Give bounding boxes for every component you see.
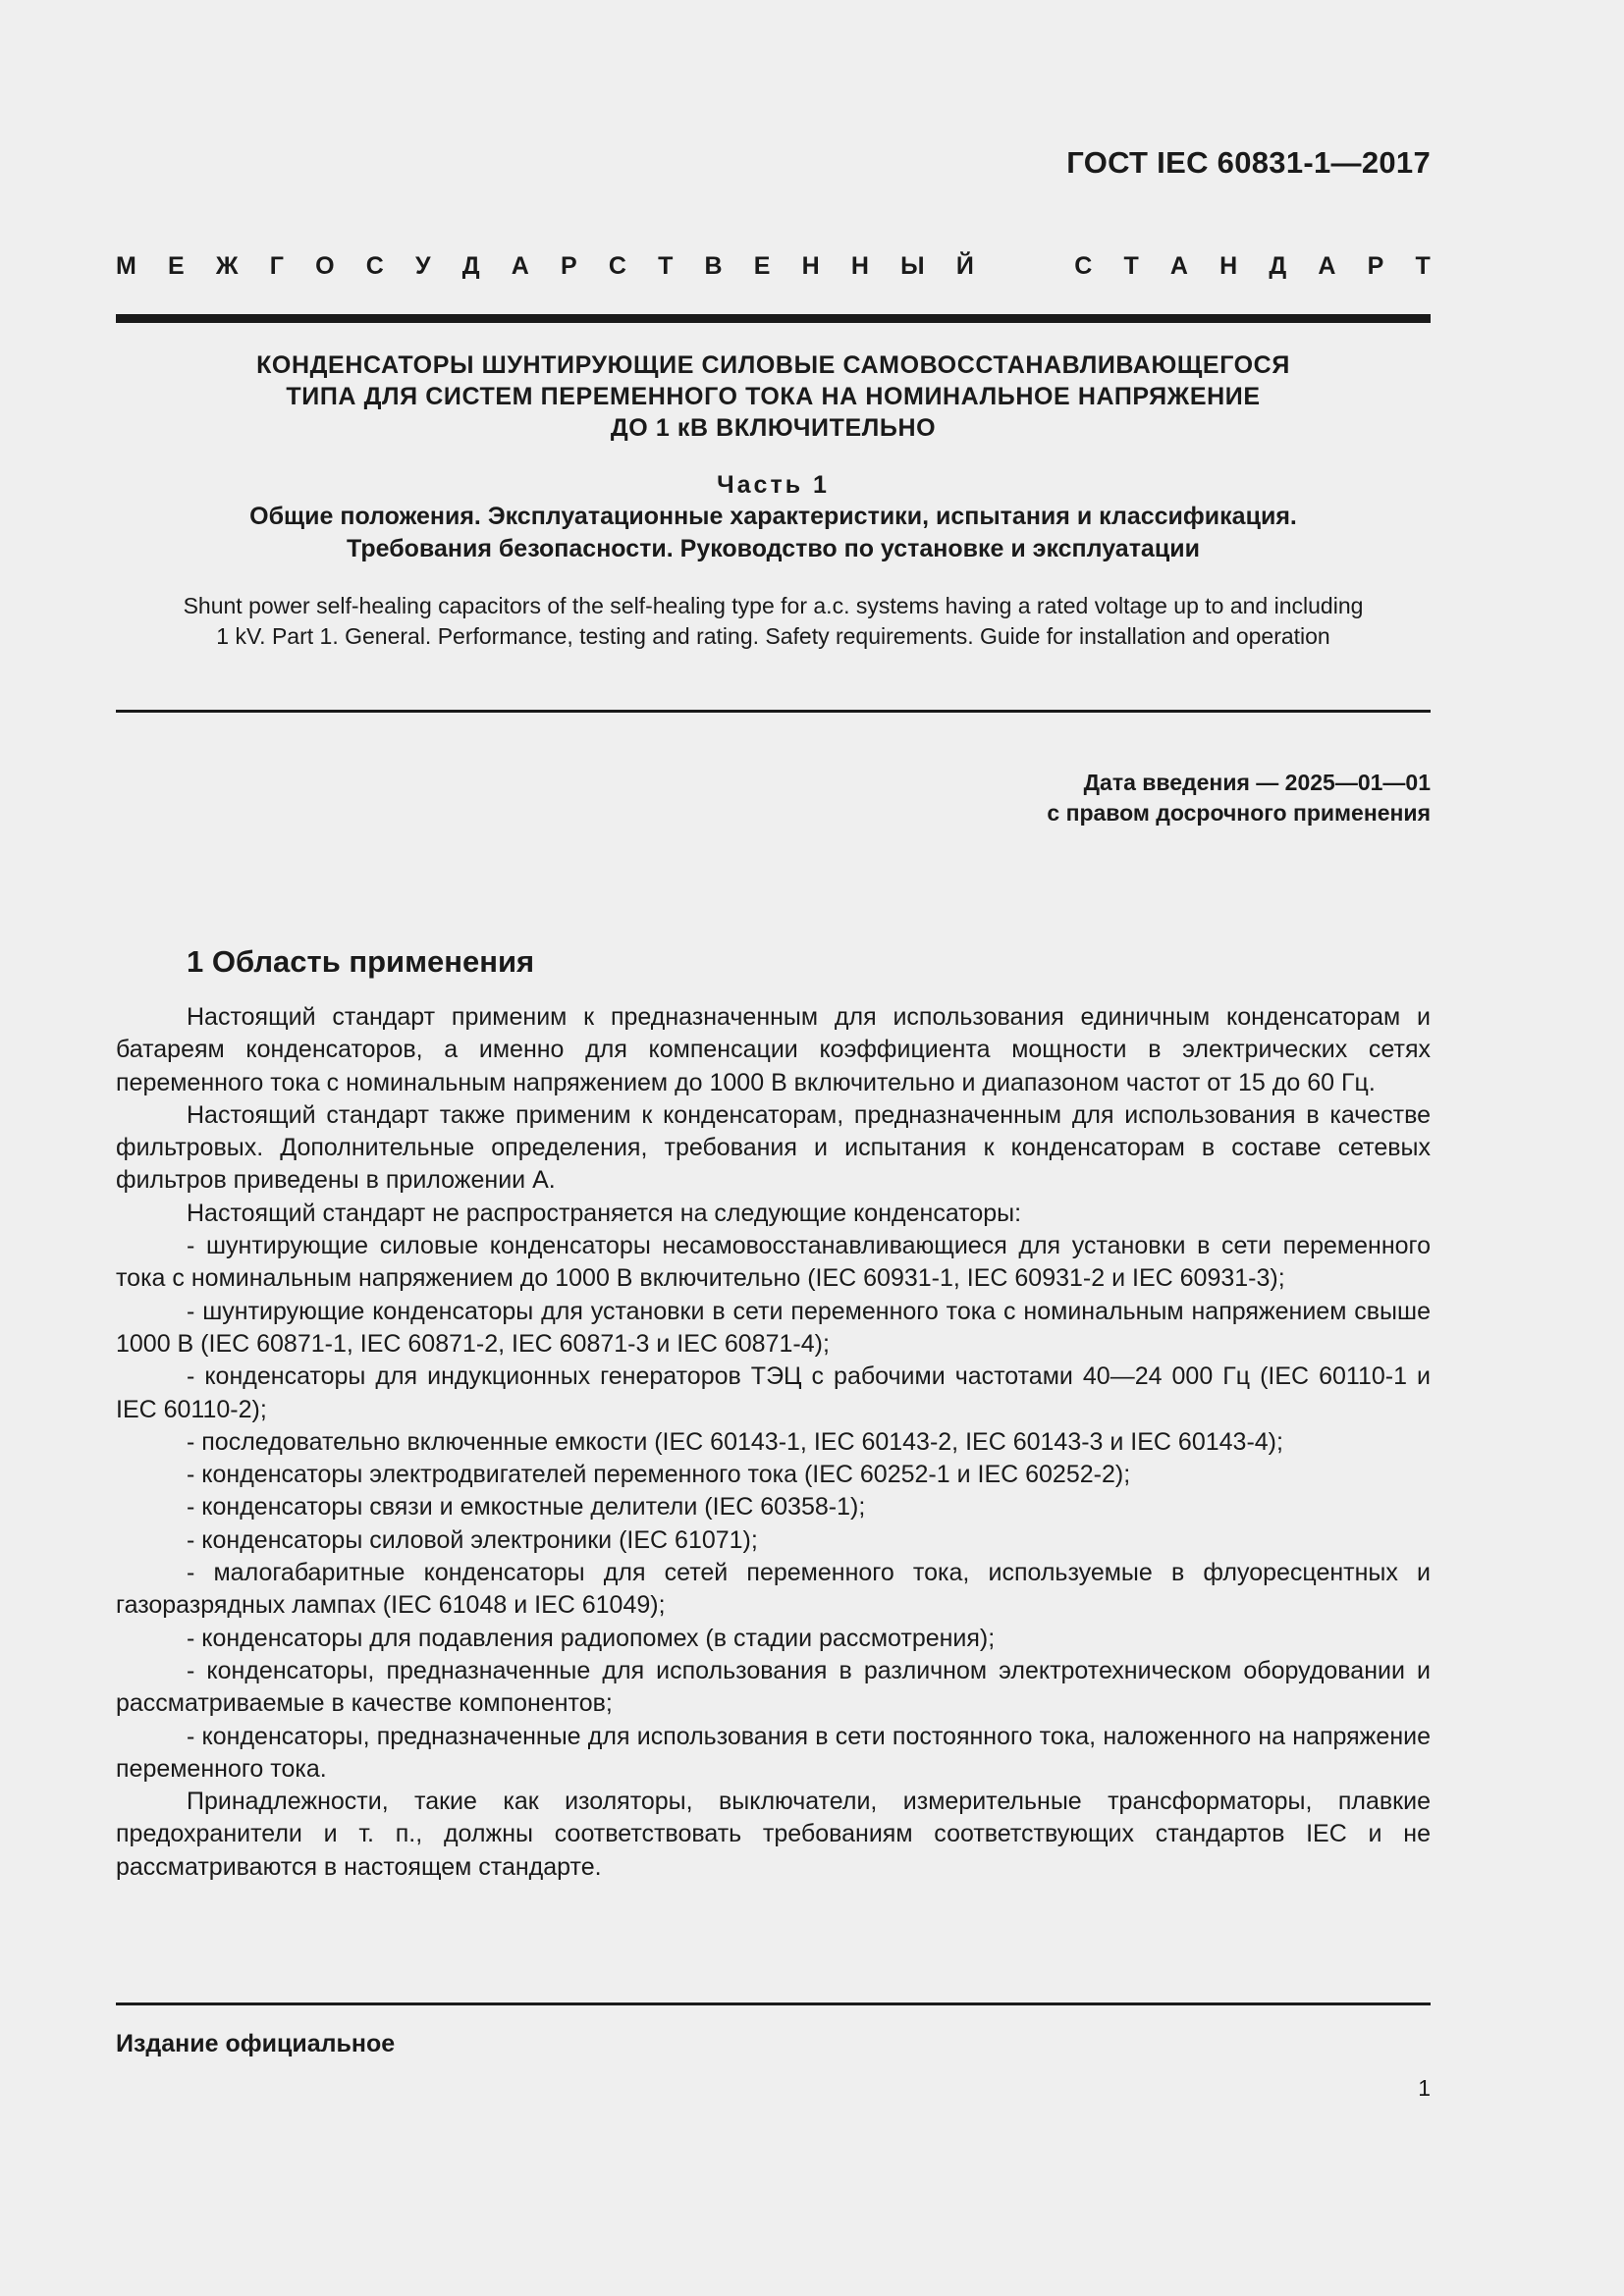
list-item: - малогабаритные конденсаторы для сетей переменного тока, используемые в флуоресцентных и газоразрядных лампах (IEC 61048 и IEC 61049);	[116, 1559, 1431, 1620]
title-divider	[116, 710, 1431, 713]
list-item: - шунтирующие силовые конденсаторы несамовосстанавливающиеся для установки в сети переменного тока с номинальным напряжением до 1000 В включительно (IEC 60931-1, IEC 60931-2 и IEC 60931-3);	[116, 1232, 1431, 1293]
list-item: - конденсаторы силовой электроники (IEC 61071);	[187, 1525, 758, 1554]
list-item: - конденсаторы для индукционных генераторов ТЭЦ с рабочими частотами 40—24 000 Гц (IEC 60110-1 и IEC 60110-2);	[116, 1362, 1431, 1423]
banner-letter: Г	[269, 252, 284, 280]
list-item: - шунтирующие конденсаторы для установки в сети переменного тока с номинальным напряжением свыше 1000 В (IEC 60871-1, IEC 60871-2, IEC 60871-3 и IEC 60871-4);	[116, 1297, 1431, 1358]
banner-letter: Ы	[900, 252, 925, 280]
section-body	[116, 1001, 1431, 1884]
banner-letter: С	[365, 252, 384, 280]
part-title-line: Общие положения. Эксплуатационные характеристики, испытания и классификация.	[249, 503, 1297, 530]
list-item: - последовательно включенные емкости (IEC 60143-1, IEC 60143-2, IEC 60143-3 и IEC 60143-4);	[187, 1427, 1283, 1456]
banner-letter: О	[315, 252, 335, 280]
title-english-line: 1 kV. Part 1. General. Performance, testing and rating. Safety requirements. Guide for installation and operation	[216, 623, 1330, 649]
footer-divider	[116, 2002, 1431, 2005]
banner-letter: С	[1074, 252, 1093, 280]
banner-letter: Т	[1415, 252, 1431, 280]
banner-letter: А	[511, 252, 529, 280]
paragraph: Настоящий стандарт не распространяется на следующие конденсаторы:	[187, 1199, 1022, 1227]
banner-letter: М	[116, 252, 136, 280]
title-line: ДО 1 кВ ВКЛЮЧИТЕЛЬНО	[610, 414, 937, 442]
banner-letter: Т	[658, 252, 674, 280]
banner-letter: Р	[1367, 252, 1384, 280]
banner-letter: Н	[850, 252, 869, 280]
banner-letter: Й	[955, 252, 974, 280]
introduction-date-line: Дата введения — 2025—01—01	[1083, 770, 1431, 795]
banner-letter: Д	[461, 252, 480, 280]
paragraph: Настоящий стандарт также применим к конденсаторам, предназначенным для использования в качестве фильтровых. Дополнительные определения, требования и испытания к конденсаторам в составе сетевых фильтров приведены в приложении А.	[116, 1100, 1431, 1195]
title-line: КОНДЕНСАТОРЫ ШУНТИРУЮЩИЕ СИЛОВЫЕ САМОВОССТАНАВЛИВАЮЩЕГОСЯ	[256, 351, 1290, 379]
banner-letter: У	[414, 252, 431, 280]
banner-word-gap	[1005, 252, 1043, 286]
introduction-date	[1047, 768, 1431, 828]
list-item: - конденсаторы, предназначенные для использования в различном электротехническом оборудовании и рассматриваемые в качестве компонентов;	[116, 1656, 1431, 1718]
list-item: - конденсаторы, предназначенные для использования в сети постоянного тока, наложенного на напряжение переменного тока.	[116, 1722, 1431, 1783]
banner-letter: Е	[753, 252, 771, 280]
standard-code: ГОСТ IEC 60831-1—2017	[1066, 145, 1431, 180]
banner-letter: Н	[801, 252, 820, 280]
banner-letter: Д	[1269, 252, 1287, 280]
title-line: ТИПА ДЛЯ СИСТЕМ ПЕРЕМЕННОГО ТОКА НА НОМИНАЛЬНОЕ НАПРЯЖЕНИЕ	[286, 383, 1261, 410]
banner-letter: Е	[168, 252, 185, 280]
interstate-standard-banner	[116, 252, 1431, 286]
banner-letter: А	[1169, 252, 1188, 280]
banner-letter: Н	[1219, 252, 1238, 280]
title-russian	[116, 349, 1431, 444]
banner-letter: В	[704, 252, 723, 280]
header-divider	[116, 314, 1431, 323]
part-number: Часть 1	[717, 471, 830, 499]
document-page	[116, 0, 1431, 2296]
list-item: - конденсаторы для подавления радиопомех (в стадии рассмотрения);	[187, 1624, 996, 1652]
title-english	[116, 591, 1431, 652]
banner-letter: С	[608, 252, 626, 280]
edition-label: Издание официальное	[116, 2030, 396, 2057]
banner-letter: А	[1318, 252, 1336, 280]
paragraph: Настоящий стандарт применим к предназначенным для использования единичным конденсаторам и батареям конденсаторов, а именно для компенсации коэффициента мощности в электрических сетях переменного тока с номинальным напряжением до 1000 В включительно и диапазоном частот от 15 до 60 Гц.	[116, 1003, 1431, 1096]
list-item: - конденсаторы электродвигателей переменного тока (IEC 60252-1 и IEC 60252-2);	[187, 1461, 1131, 1489]
section-heading: 1 Область применения	[187, 944, 535, 979]
banner-letter: Т	[1123, 252, 1139, 280]
title-english-line: Shunt power self-healing capacitors of the self-healing type for a.c. systems having a rated voltage up to and including	[183, 593, 1364, 618]
banner-letter: Ж	[215, 252, 239, 280]
paragraph: Принадлежности, такие как изоляторы, выключатели, измерительные трансформаторы, плавкие предохранители и т. п., должны соответствовать требованиям соответствующих стандартов IEC и не рассматриваются в настоящем стандарте.	[116, 1788, 1431, 1881]
banner-letter: Р	[560, 252, 577, 280]
early-application-line: с правом досрочного применения	[1047, 800, 1431, 826]
part-title-line: Требования безопасности. Руководство по установке и эксплуатации	[347, 535, 1200, 562]
list-item: - конденсаторы связи и емкостные делители (IEC 60358-1);	[187, 1493, 866, 1522]
page-number: 1	[1418, 2075, 1431, 2101]
part-title	[116, 501, 1431, 565]
title-block	[116, 349, 1431, 652]
